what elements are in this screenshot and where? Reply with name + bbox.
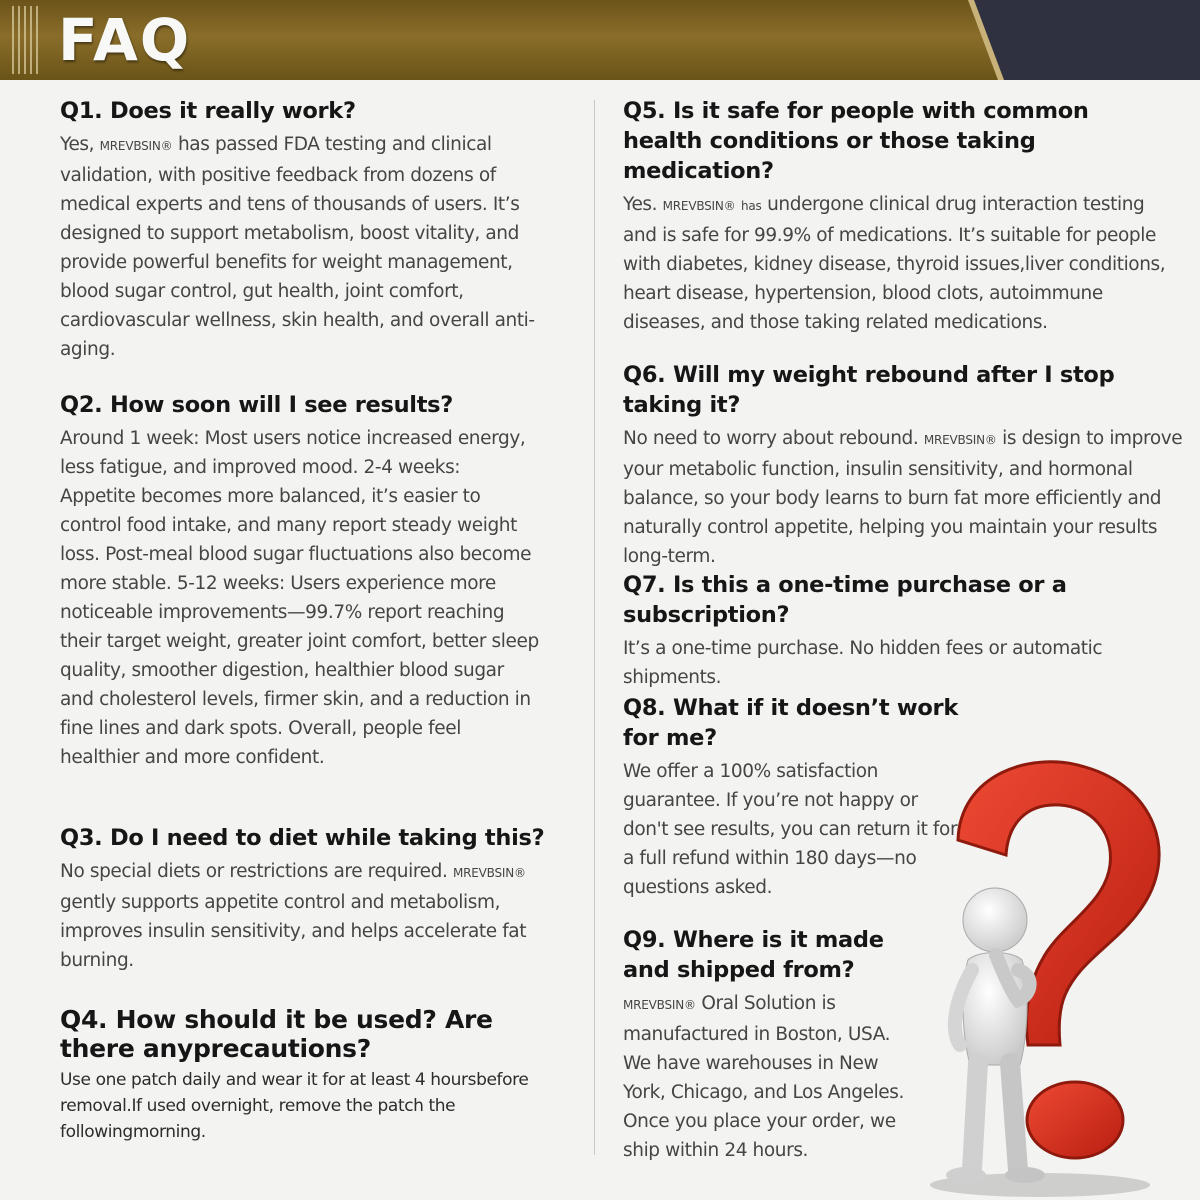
header-banner [0,0,1200,80]
faq-question: Q1. Does it really work? [60,98,356,124]
faq-item-q9 [623,925,923,1165]
header-stripes [12,6,42,74]
faq-question: Q4. How should it be used? Are there anyprecautions? [60,1005,493,1063]
faq-answer: Yes. MREVBSIN® has undergone clinical drug interaction testing and is safe for 99.9% of medications. It’s suitable for people with diabetes, kidney disease, thyroid issues,liver conditions, heart disease, hypertension, blood clots, autoimmune diseases, and those taking related medications. [623,194,1166,333]
faq-item-q7 [623,570,1183,692]
faq-answer: MREVBSIN® Oral Solution is manufactured in Boston, USA. We have warehouses in New York, Chicago, and Los Angeles. Once you place your order, we ship within 24 hours. [623,993,905,1161]
column-divider [594,100,595,1155]
faq-question: Q3. Do I need to diet while taking this? [60,825,545,851]
faq-question: Q8. What if it doesn’t work for me? [623,695,958,751]
faq-item-q4 [60,1005,565,1145]
faq-answer: Yes, MREVBSIN® has passed FDA testing and clinical validation, with positive feedback from dozens of medical experts and tens of thousands of users. It’s designed to support metabolism, boost vitality, and provide powerful benefits for weight management, blood sugar control, gut health, joint comfort, cardiovascular wellness, skin health, and overall anti-aging. [60,134,535,360]
faq-answer: Use one patch daily and wear it for at least 4 hoursbefore removal.If used overnight, remove the patch the followingmorning. [60,1070,529,1142]
brand-name: MREVBSIN® [662,199,736,213]
page-title: FAQ [58,6,192,74]
faq-answer: No need to worry about rebound. MREVBSIN® is design to improve your metabolic function, insulin sensitivity, and hormonal balance, so your body learns to burn fat more efficiently and naturally control appetite, helping you maintain your results long-term. [623,428,1183,567]
faq-question: Q2. How soon will I see results? [60,392,454,418]
faq-question: Q9. Where is it made and shipped from? [623,927,884,983]
faq-answer: It’s a one-time purchase. No hidden fees or automatic shipments. [623,638,1103,688]
faq-item-q2 [60,390,540,772]
faq-question: Q6. Will my weight rebound after I stop taking it? [623,362,1115,418]
thinking-person-question-mark-icon [900,745,1200,1200]
faq-question: Q7. Is this a one-time purchase or a subscription? [623,572,1067,628]
faq-question: Q5. Is it safe for people with common health conditions or those taking medication? [623,98,1089,184]
brand-name: MREVBSIN® [99,139,173,153]
faq-item-q1 [60,96,540,364]
faq-item-q3 [60,823,560,975]
brand-name: MREVBSIN® [623,998,696,1012]
faq-answer: Around 1 week: Most users notice increased energy, less fatigue, and improved mood. 2-4 weeks: Appetite becomes more balanced, it’s easier to control food intake, and many report steady weight loss. Post-meal blood sugar fluctuations also become more stable. 5-12 weeks: Users experience more noticeable improvements—99.7% report reaching their target weight, greater joint comfort, better sleep quality, smoother digestion, healthier blood sugar and cholesterol levels, firmer skin, and a reduction in fine lines and dark spots. Overall, people feel healthier and more confident. [60,428,539,768]
brand-name: MREVBSIN® [923,433,997,447]
faq-answer: No special diets or restrictions are required. MREVBSIN® gently supports appetite control and metabolism, improves insulin sensitivity, and helps accelerate fat burning. [60,861,527,971]
brand-name: MREVBSIN® [452,866,526,880]
faq-item-q5 [623,96,1173,337]
faq-item-q6 [623,360,1183,571]
faq-answer: We offer a 100% satisfaction guarantee. If you’re not happy or don't see results, you can return it for a full refund within 180 days—no questions asked. [623,761,958,898]
